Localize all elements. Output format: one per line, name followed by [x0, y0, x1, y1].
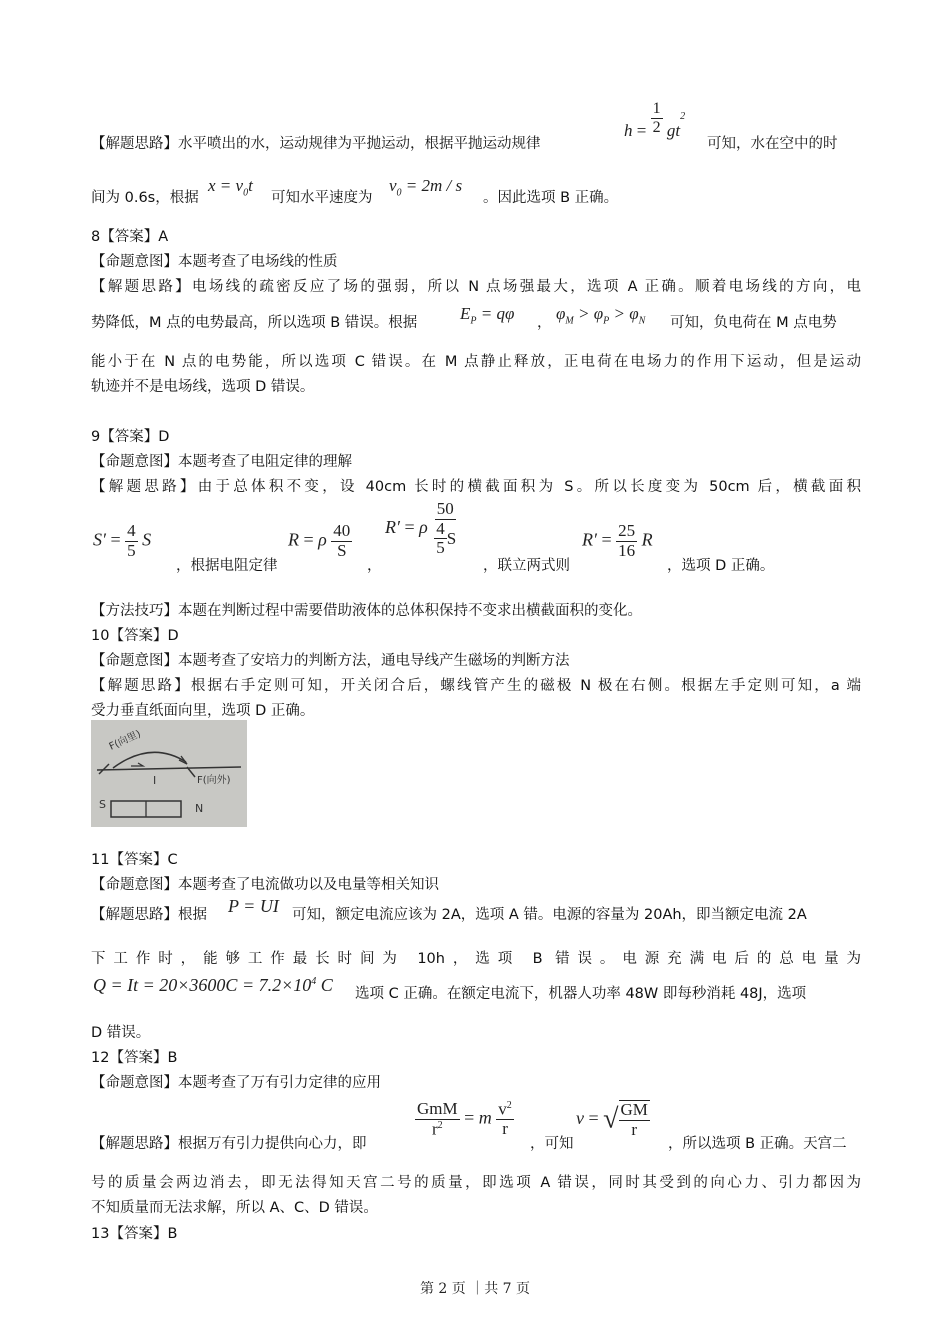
q7-line-2-mid: 可知水平速度为: [271, 190, 373, 206]
formula-h-half-gt2: h = $\frac{1}{2}$ $gt^2$: [624, 100, 686, 140]
q11-line-4: D 错误。: [91, 1025, 151, 1041]
page-footer: 第 2 页 ｜共 7 页: [419, 1281, 531, 1297]
q9-intent: 【命题意图】本题考查了电阻定律的理解: [91, 454, 352, 470]
q13-answer: 13【答案】B: [91, 1226, 178, 1242]
q7-line-1-tail: 可知，水在空中的时: [707, 136, 838, 152]
q9-text-a: ，根据电阻定律: [176, 558, 278, 574]
q10-answer: 10【答案】D: [91, 628, 179, 644]
q9-text-c: ，联立两式则: [483, 558, 570, 574]
q8-line-2-end: 可知，负电荷在 M 点电势: [670, 315, 837, 331]
label-f-in: F(向里): [107, 728, 143, 753]
q11-answer: 11【答案】C: [91, 852, 178, 868]
q7-line-1: 【解题思路】水平喷出的水，运动规律为平抛运动，根据平抛运动规律: [91, 136, 541, 152]
formula-v-sqrt: v = √ $\frac{GM}{r}$: [576, 1100, 648, 1139]
q8-line-2-comma: ，: [537, 315, 552, 331]
q11-line-2: 下工作时，能够工作最长时间为 10h，选项 B 错误。电源充满电后的总电量为: [91, 951, 861, 967]
label-n-pole: N: [195, 802, 204, 815]
formula-s-prime: S′ = $\frac{4}{5}$ S: [93, 521, 152, 560]
formula-x-v0t: $x = v_0t$: [208, 176, 253, 199]
formula-v0-2ms: $v_0 = 2m / s$: [389, 176, 463, 199]
q12-answer: 12【答案】B: [91, 1050, 178, 1066]
q9-text-b: ，: [367, 558, 382, 574]
q8-intent: 【命题意图】本题考查了电场线的性质: [91, 254, 338, 270]
solenoid-force-sketch: [91, 720, 247, 827]
formula-r-prime-25-16: R′ = $\frac{25}{16}$ R: [582, 521, 653, 560]
q10-line-2: 受力垂直纸面向里，选项 D 正确。: [91, 703, 315, 719]
formula-r-rho-40: R = ρ $\frac{40}{S}$: [288, 521, 351, 560]
q9-tip: 【方法技巧】本题在判断过程中需要借助液体的总体积保持不变求出横截面积的变化。: [91, 603, 642, 619]
q10-line-1: 【解题思路】根据右手定则可知，开关闭合后，螺线管产生的磁极 N 极在右侧。根据左手定则可知，a 端: [91, 678, 861, 694]
q9-line-1: 【解题思路】由于总体积不变，设 40cm 长时的横截面积为 S。所以长度变为 50cm 后，横截面积: [91, 479, 861, 495]
q11-line-1-tail: 可知，额定电流应该为 2A，选项 A 错。电源的容量为 20Ah，即当额定电流 2A: [292, 907, 807, 923]
q8-line-1: 【解题思路】电场线的疏密反应了场的强弱，所以 N 点场强最大，选项 A 正确。顺着电场线的方向，电: [91, 279, 861, 295]
q8-line-4: 轨迹并不是电场线，选项 D 错误。: [91, 379, 315, 395]
q12-line-2: 号的质量会两边消去，即无法得知天宫二号的质量，即选项 A 错误，同时其受到的向心力、引力都因为: [91, 1175, 861, 1191]
q7-line-2-end: 。因此选项 B 正确。: [483, 190, 619, 206]
q8-line-3: 能小于在 N 点的电势能，所以选项 C 错误。在 M 点静止释放，正电荷在电场力的作用下运动，但是运动: [91, 354, 861, 370]
q12-line-1: 【解题思路】根据万有引力提供向心力，即: [91, 1136, 367, 1152]
q7-line-2: 间为 0.6s，根据: [91, 190, 199, 206]
q12-line-1-end: ，所以选项 B 正确。天宫二: [668, 1136, 847, 1152]
q11-line-1: 【解题思路】根据: [91, 907, 207, 923]
handwritten-diagram-photo: [91, 720, 247, 827]
q12-intent: 【命题意图】本题考查了万有引力定律的应用: [91, 1075, 381, 1091]
formula-gravity-centripetal: $\frac{\text{GmM}}{r^2}$ = m $\frac{v^2}{r}$: [417, 1099, 512, 1139]
q11-line-3: 选项 C 正确。在额定电流下，机器人功率 48W 即每秒消耗 48J，选项: [355, 986, 807, 1002]
formula-ep-q-phi: $E_P = q\varphi$: [460, 304, 515, 327]
q9-text-d: ，选项 D 正确。: [667, 558, 775, 574]
q12-line-3: 不知质量而无法求解，所以 A、C、D 错误。: [91, 1200, 378, 1216]
q11-intent: 【命题意图】本题考查了电流做功以及电量等相关知识: [91, 877, 439, 893]
label-s-pole: S: [99, 798, 106, 811]
q8-answer: 8【答案】A: [91, 229, 169, 245]
label-f-out: F(向外): [197, 775, 231, 786]
q12-line-1-mid: ，可知: [530, 1136, 574, 1152]
q9-answer: 9【答案】D: [91, 429, 170, 445]
formula-phi-order: $\varphi_M > \varphi_P > \varphi_N$: [556, 304, 646, 327]
formula-q-it: $Q = It = 20\times 3600C = 7.2\times 10^4$ C: [93, 975, 333, 995]
label-current-i: I: [153, 774, 157, 787]
q10-intent: 【命题意图】本题考查了安培力的判断方法，通电导线产生磁场的判断方法: [91, 653, 570, 669]
formula-p-ui: P = UI: [228, 896, 279, 916]
q8-line-2: 势降低，M 点的电势最高，所以选项 B 错误。根据: [91, 315, 418, 331]
formula-r-prime-50: R′ = ρ 50 $\frac{4}{5}$ S: [385, 499, 457, 558]
